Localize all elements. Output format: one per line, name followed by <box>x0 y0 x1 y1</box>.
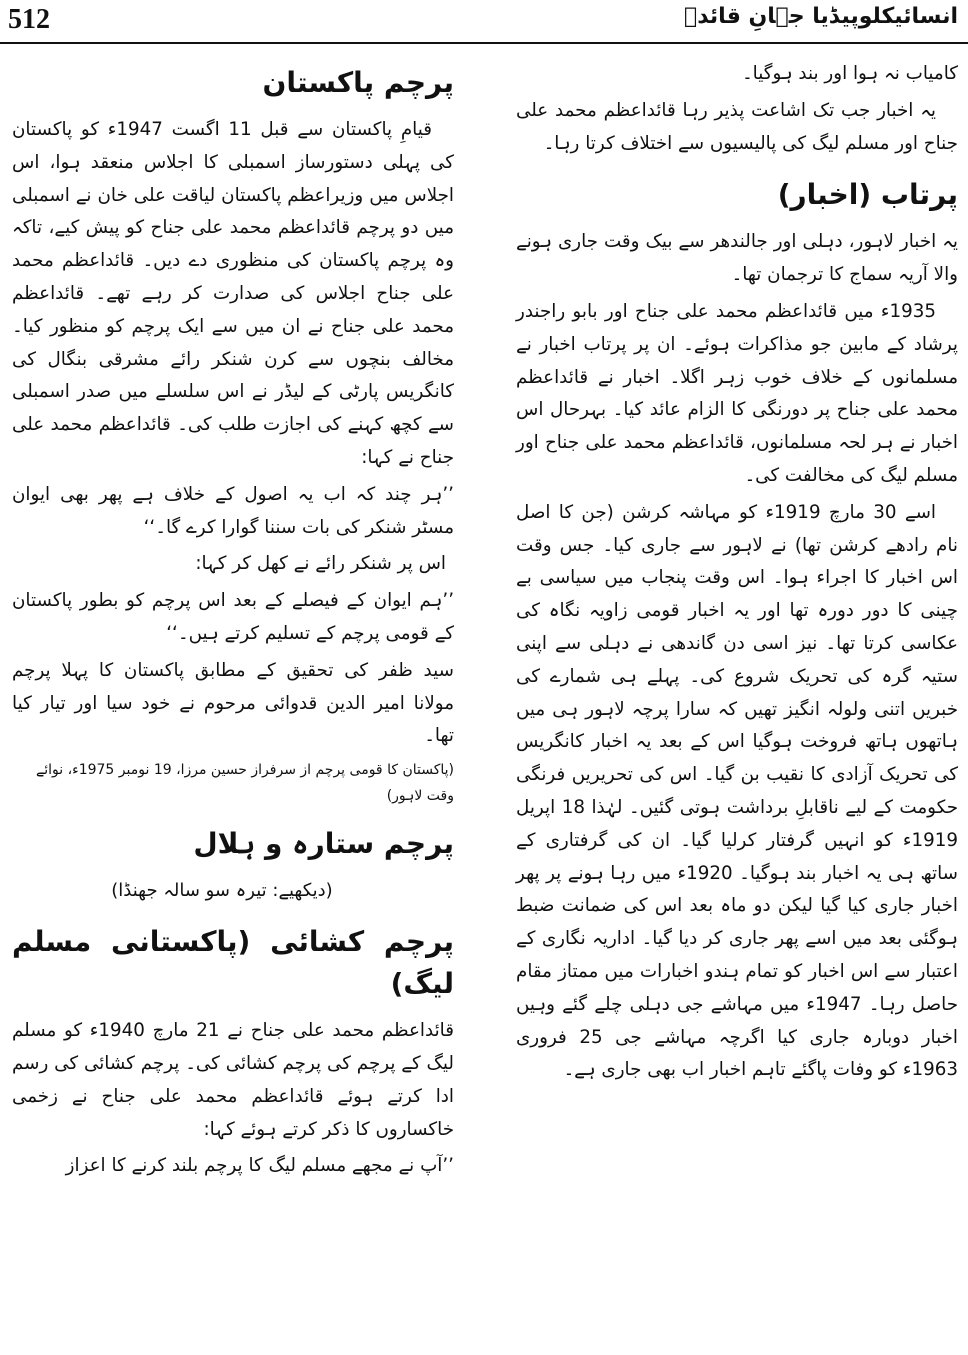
header-rule <box>0 42 968 44</box>
paragraph-continued: کامیاب نہ ہوا اور بند ہوگیا۔ <box>741 63 958 84</box>
paragraph-partap-history: اسے 30 مارچ 1919ء کو مہاشہ کرشن (جن کا اصل نام رادھے کرشن تھا) نے لاہور سے جاری کیا۔ جس وقت اس اخبار کا اجراء ہوا۔ اس وقت پنجاب میں سیاسی بے چینی کا دور دورہ تھا اور یہ اخبار قومی زاویہ نگاہ کی عکاسی کرتا تھا۔ نیز اسی دن گاندھی نے دہلی سے اپنی ستیہ گرہ کی تحریک شروع کی۔ پہلے ہی شمارے کی خبریں اتنی ولولہ انگیز تھیں کہ سارا پرچہ لاہور ہی میں ہاتھوں ہاتھ فروخت ہوگیا اس کے بعد یہ اخبار کانگریس کی تحریک آزادی کا نقیب بن گیا۔ اس کی تحریریں فرنگی حکومت کے لیے ناقابلِ برداشت ہوتی گئیں۔ لہٰذا 18 اپریل 1919ء کو انہیں گرفتار کرلیا گیا۔ ان کی گرفتاری کے ساتھ ہی یہ اخبار بند ہوگیا۔ 1920ء میں رہا ہونے پر پھر اخبار جاری کیا گیا لیکن دو ماہ بعد اس کی ضمانت ضبط ہوگئی بعد میں اسے پھر جاری کر دیا گیا۔ اداریہ نگاری کے اعتبار سے اس اخبار کو تمام ہندو اخبارات میں ممتاز مقام حاصل رہا۔ 1947ء میں مہاشے جی دہلی چلے گئے وہیں اخبار دوبارہ جاری کیا اگرچہ مہاشے جی 25 فروری 1963ء کو وفات پاگئے تاہم اخبار اب بھی جاری ہے۔ <box>516 501 959 1081</box>
paragraph-flag-assembly: قیامِ پاکستان سے قبل 11 اگست 1947ء کو پاکستان کی پہلی دستورساز اسمبلی کا اجلاس منعقد ہوا، اس اجلاس میں وزیراعظم پاکستان لیاقت علی خان نے اسمبلی میں دو پرچم قائداعظم محمد علی جناح کو پیش کیے، تاکہ وہ پرچم پاکستان کی منظوری دے دیں۔ قائداعظم محمد علی جناح اجلاس کی صدارت کر رہے تھے۔ قائداعظم محمد علی جناح نے ان میں سے ایک پرچم کو منظور کیا۔ مخالف بنچوں سے کرن شنکر رائے مشرقی بنگال کی کانگریس پارٹی کے لیڈر نے اس سلسلے میں صدر اسمبلی سے کچھ کہنے کی اجازت طلب کی۔ قائداعظم محمد علی جناح نے کہا: <box>12 119 454 468</box>
paragraph-partap-1935: 1935ء میں قائداعظم محمد علی جناح اور بابو راجندر پرشاد کے مابین جو مذاکرات ہوئے۔ ان پر پرتاب اخبار نے مسلمانوں کے خلاف خوب زہر اگلا۔ اخبار نے قائداعظم محمد علی جناح پر دورنگی کا الزام عائد کیا۔ بہرحال اس اخبار نے ہر لحہ مسلمانوں، قائداعظم محمد علی جناح اور مسلم لیگ کی مخالفت کی۔ <box>516 300 958 486</box>
quote-honour: ’’آپ نے مجھے مسلم لیگ کا پرچم بلند کرنے کا اعزاز <box>65 1155 454 1177</box>
quote-jinnah: ’’ہر چند کہ اب یہ اصول کے خلاف ہے پھر بھی ایوان مسٹر شنکر کی بات سننا گوارا کرے گا۔‘‘ <box>12 483 454 538</box>
quote-shankar: ’’ہم ایوان کے فیصلے کے بعد اس پرچم کو بطور پاکستان کے قومی پرچم کے تسلیم کرتے ہیں۔‘‘ <box>12 590 454 644</box>
left-column <box>12 58 454 1349</box>
heading-sitara-hilal: پرچم ستارہ و ہلال <box>193 827 454 861</box>
paragraph-akhbar-policy: یہ اخبار جب تک اشاعت پذیر رہا قائداعظم محمد علی جناح اور مسلم لیگ کی پالیسیوں سے اختلاف کرتا رہا۔ <box>516 99 958 154</box>
paragraph-flag-hoisting: قائداعظم محمد علی جناح نے 21 مارچ 1940ء کو مسلم لیگ کے پرچم کی پرچم کشائی کی۔ پرچم کشائی کی رسم ادا کرتے ہوئے قائداعظم محمد علی جناح نے زخمی خاکساروں کا ذکر کرتے ہوئے کہا: <box>12 1020 454 1140</box>
heading-partap: پرتاب (اخبار) <box>777 178 958 212</box>
page-header <box>0 0 968 44</box>
paragraph-partap-intro: یہ اخبار لاہور، دہلی اور جالندھر سے بیک وقت جاری ہونے والا آریہ سماج کا ترجمان تھا۔ <box>516 231 958 286</box>
paragraph-first-flag: سید ظفر کی تحقیق کے مطابق پاکستان کا پہلا پرچم مولانا امیر الدین قدوائی مرحوم نے خود سیا اور تیار کیا تھا۔ <box>12 659 454 747</box>
heading-parcham-pakistan: پرچم پاکستان <box>262 66 454 99</box>
running-title: انسائیکلوپیڈیا جہانِ قائدؒ <box>684 4 958 29</box>
right-column <box>516 58 958 1349</box>
see-also-reference: (دیکھیے: تیرہ سو سالہ جھنڈا) <box>111 880 333 902</box>
citation: (پاکستان کا قومی پرچم از سرفراز حسین مرزا، 19 نومبر 1975ء، نوائے وقت لاہور) <box>36 762 454 805</box>
page-number: 512 <box>8 4 50 35</box>
heading-parcham-kushai: پرچم کشائی (پاکستانی مسلم لیگ) <box>12 925 454 1001</box>
paragraph-shankar-said: اس پر شنکر رائے نے کھل کر کہا: <box>195 553 446 575</box>
